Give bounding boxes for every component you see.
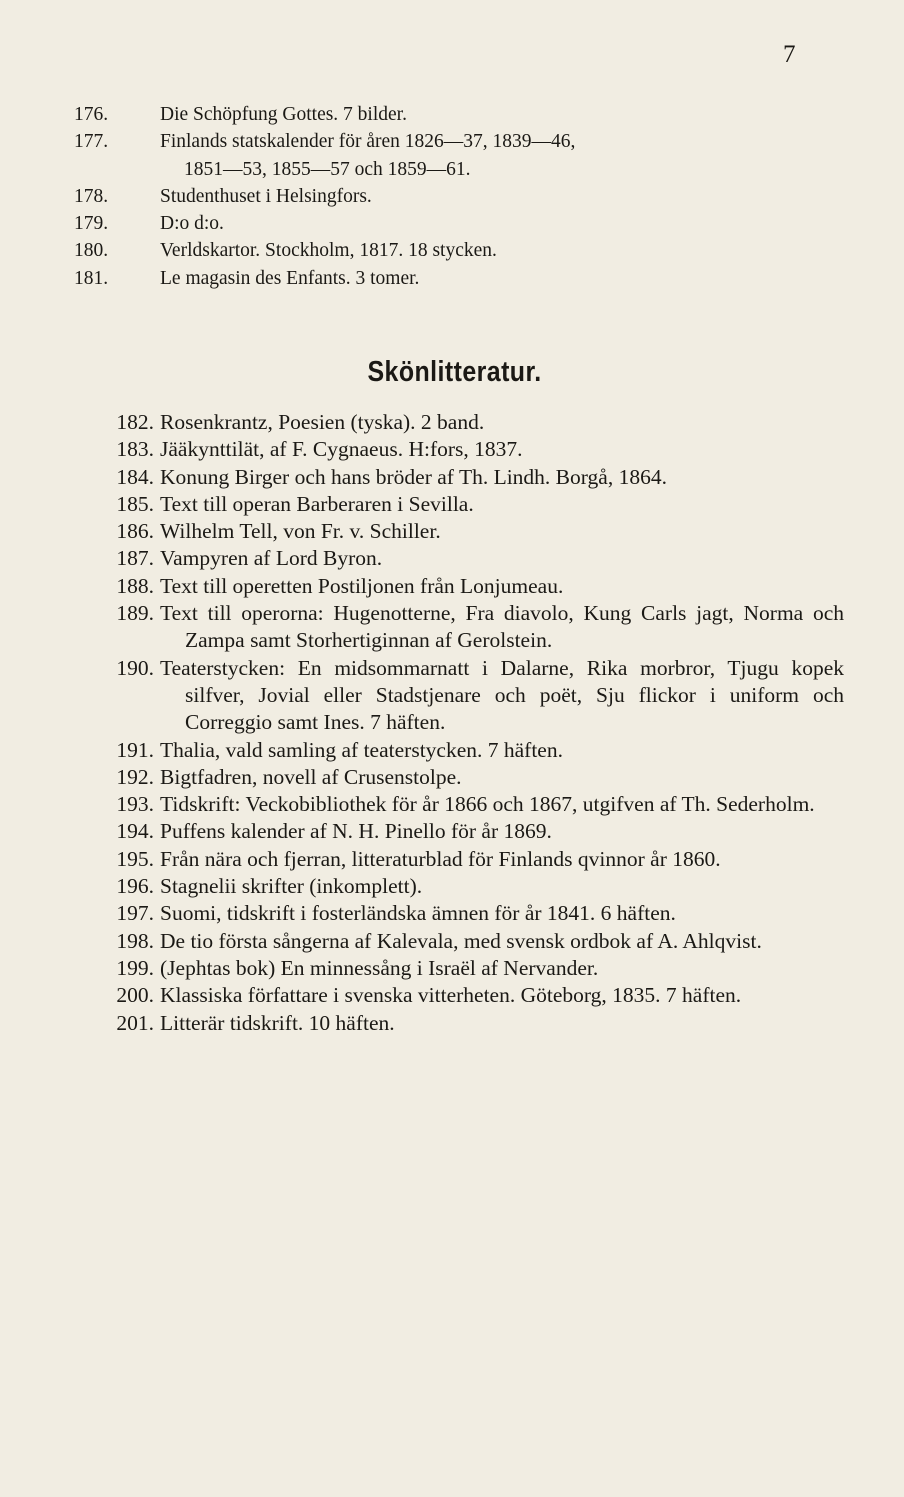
- catalogue-entry: [74, 237, 844, 264]
- entry-number: 199.: [116, 955, 154, 980]
- catalogue-entry: [74, 210, 844, 237]
- entry-number: 201.: [116, 1010, 154, 1035]
- entry-number: 183.: [116, 437, 154, 462]
- entry-number: 198.: [116, 928, 154, 953]
- entry-number: 177.: [74, 131, 109, 153]
- catalogue-entry: [74, 101, 844, 128]
- catalogue-entry: [74, 183, 844, 210]
- catalogue-entry: [74, 518, 844, 545]
- entry-number: 184.: [116, 464, 154, 489]
- entry-text: Rosenkrantz, Poesien (tyska). 2 band.: [160, 410, 485, 434]
- entry-number: 192.: [116, 764, 154, 789]
- entry-number: 187.: [116, 546, 154, 571]
- entry-text: Konung Birger och hans bröder af Th. Lindh. Borgå, 1864.: [160, 464, 667, 489]
- entry-number: 188.: [116, 573, 154, 598]
- catalogue-entry: [74, 436, 844, 463]
- catalogue-entry: [74, 764, 844, 791]
- catalogue-section-misc: [74, 101, 844, 292]
- entry-number: 180.: [74, 240, 109, 262]
- entry-text-line: Finlands statskalender för åren 1826—37, 1839—46,: [160, 131, 576, 153]
- entry-text: Text till operan Barberaren i Sevilla.: [160, 491, 474, 516]
- catalogue-entry: [74, 655, 844, 737]
- entry-text: (Jephtas bok) En minnessång i Israël af Nervander.: [160, 955, 599, 980]
- catalogue-entry: [74, 737, 844, 764]
- catalogue-entry: [74, 900, 844, 927]
- catalogue-entry: [74, 128, 844, 183]
- catalogue-entry: [74, 600, 844, 655]
- catalogue-entry: [74, 791, 844, 818]
- entry-text: Teaterstycken: En midsommarnatt i Dalarne, Rika morbror, Tjugu kopek silfver, Jovial eller Stadstjenare och poët, Sju flickor i uniform och Correggio samt Ines. 7 häften.: [160, 655, 844, 735]
- section-heading: Skönlitteratur.: [367, 356, 542, 388]
- entry-number: 193.: [116, 792, 154, 817]
- entry-text: [160, 128, 844, 183]
- page-number: 7: [783, 41, 796, 68]
- catalogue-entry: [74, 409, 844, 436]
- catalogue-entry: [74, 818, 844, 845]
- entry-text: Die Schöpfung Gottes. 7 bilder.: [160, 104, 407, 125]
- entry-number: 191.: [116, 737, 154, 762]
- entry-text: Litterär tidskrift. 10 häften.: [160, 1010, 395, 1035]
- entry-text: Wilhelm Tell, von Fr. v. Schiller.: [160, 519, 441, 544]
- catalogue-entry: [74, 982, 844, 1009]
- entry-text: Från nära och fjerran, litteraturblad för Finlands qvinnor år 1860.: [160, 846, 721, 871]
- entry-number: 194.: [116, 819, 154, 844]
- entry-number: 195.: [116, 846, 154, 871]
- catalogue-entry: [74, 573, 844, 600]
- catalogue-entry: [74, 464, 844, 491]
- entry-number: 185.: [116, 491, 154, 516]
- entry-text: Thalia, vald samling af teaterstycken. 7 häften.: [160, 737, 563, 762]
- entry-text: De tio första sångerna af Kalevala, med svensk ordbok af A. Ahlqvist.: [160, 928, 762, 953]
- entry-text: Vampyren af Lord Byron.: [160, 546, 383, 571]
- entry-text-continuation: 1851—53, 1855—57 och 1859—61.: [184, 158, 471, 180]
- catalogue-entry: [74, 545, 844, 572]
- entry-number: 190.: [116, 655, 154, 680]
- entry-text: Text till operorna: Hugenotterne, Fra diavolo, Kung Carls jagt, Norma och Zampa samt Storhertiginnan af Gerolstein.: [160, 601, 844, 653]
- entry-number: 178.: [74, 185, 109, 207]
- entry-number: 200.: [116, 983, 154, 1008]
- entry-text: Text till operetten Postiljonen från Lonjumeau.: [160, 573, 564, 598]
- entry-text: Studenthuset i Helsingfors.: [160, 185, 372, 207]
- catalogue-section-literature: [74, 409, 844, 1037]
- entry-number: 186.: [116, 519, 154, 544]
- entry-number: 182.: [116, 410, 154, 434]
- entry-text: Verldskartor. Stockholm, 1817. 18 stycken.: [160, 240, 497, 262]
- entry-number: 196.: [116, 874, 154, 899]
- entry-number: 197.: [116, 901, 154, 926]
- entry-number: 179.: [74, 213, 109, 235]
- catalogue-entry: [74, 1010, 844, 1037]
- entry-number: 176.: [74, 104, 109, 125]
- entry-text: Suomi, tidskrift i fosterländska ämnen för år 1841. 6 häften.: [160, 901, 676, 926]
- catalogue-entry: [74, 491, 844, 518]
- catalogue-entry: [74, 873, 844, 900]
- entry-text: Le magasin des Enfants. 3 tomer.: [160, 267, 420, 289]
- entry-text: D:o d:o.: [160, 213, 224, 235]
- entry-text: Klassiska författare i svenska vitterheten. Göteborg, 1835. 7 häften.: [160, 983, 742, 1008]
- entry-text: Jääkynttilät, af F. Cygnaeus. H:fors, 1837.: [160, 437, 523, 462]
- catalogue-entry: [74, 846, 844, 873]
- entry-text: Stagnelii skrifter (inkomplett).: [160, 874, 423, 899]
- catalogue-entry: [74, 265, 844, 292]
- catalogue-entry: [74, 955, 844, 982]
- entry-number: 189.: [116, 601, 154, 626]
- entry-text: Tidskrift: Veckobibliothek för år 1866 och 1867, utgifven af Th. Sederholm.: [160, 792, 815, 817]
- entry-text: Puffens kalender af N. H. Pinello för år 1869.: [160, 819, 552, 844]
- catalogue-entry: [74, 928, 844, 955]
- entry-text: Bigtfadren, novell af Crusenstolpe.: [160, 764, 462, 789]
- entry-number: 181.: [74, 267, 109, 289]
